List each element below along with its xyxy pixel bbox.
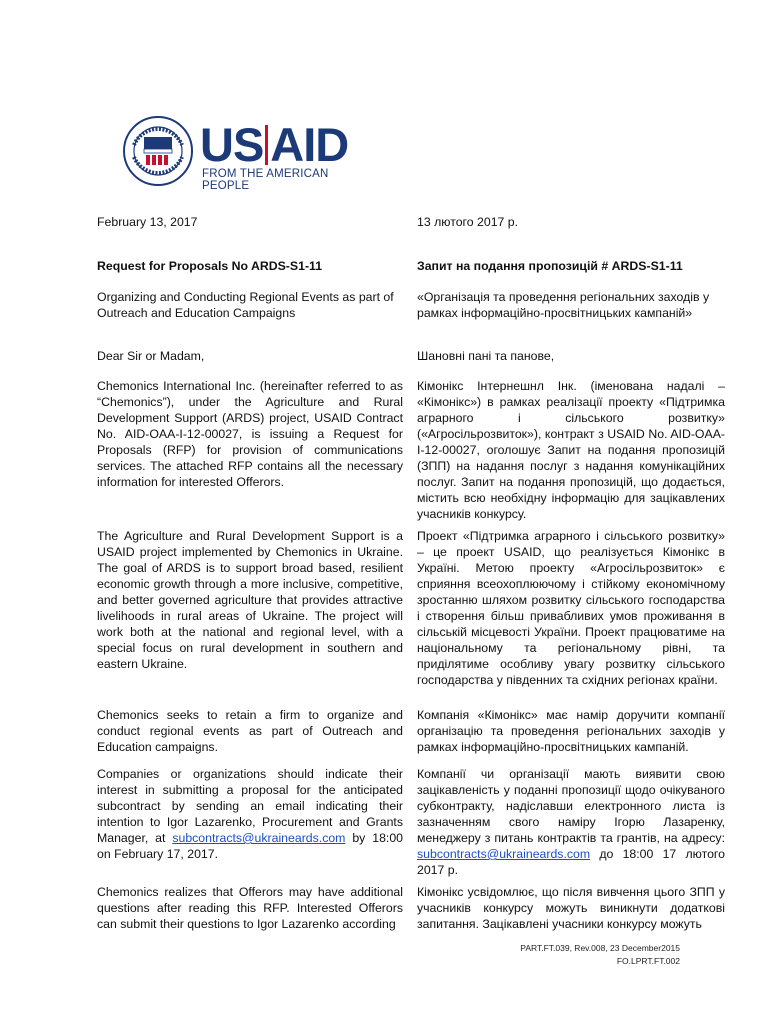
interest-paragraph-row — [97, 766, 725, 878]
questions-paragraph-en: Chemonics realizes that Offerors may have additional questions after reading this RFP. Interested Offerors can submit their questions to Igor Lazarenko according — [97, 885, 403, 931]
seeks-paragraph-ua: Компанія «Кімонікс» має намір доручити компанії організацію та проведення регіональних заходів у рамках інформаційно-просвітницьких кампаній. — [417, 708, 725, 754]
document-footer — [400, 942, 680, 968]
project-paragraph-en: The Agriculture and Rural Development Support is a USAID project implemented by Chemonics in Ukraine. The goal of ARDS is to support broad based, resilient economic growth through a more inclusive, competitive, and better governed agriculture that provides attractive livelihoods in rural areas of Ukraine. The project will work both at the national and regional level, with a special focus on rural development in southern and eastern Ukraine. — [97, 529, 403, 671]
intro-paragraph-ua: Кімонікс Інтернешнл Інк. (іменована надалі – «Кімонікс») в рамках реалізації проекту «Підтримка аграрного і сільського розвитку» («Агросільрозвиток»), контракт з USAID No. AID-OAA-I-12-00027, оголошує Запит на подання пропозицій (ЗПП) на надання послуг з надання комунікаційних послуг. Запит на подання пропозицій, що додається, містить всю необхідну інформацію для зацікавлених учасників конкурсу. — [417, 379, 725, 521]
questions-paragraph-ua: Кімонікс усвідомлює, що після вивчення цього ЗПП у учасників конкурсу можуть виникнути додаткові запитання. Зацікавлені учасники конкурсу можуть — [417, 885, 725, 931]
project-paragraph-row — [97, 528, 725, 688]
date-ua: 13 лютого 2017 р. — [417, 215, 519, 229]
interest-paragraph-ua: Компанії чи організації мають виявити свою зацікавленість у поданні пропозиції щодо очікуваного субконтракту, надіславши електронного листа із зазначенням свого наміру Ігорю Лазаренку, менеджеру з питань контрактів та грантів, на адресу: subcontracts@ukraineards.com до 18:00 17 лютого 2017 р. — [417, 767, 725, 877]
rfp-title-ua: Запит на подання пропозицій # ARDS-S1-11 — [417, 259, 683, 273]
subject-ua: «Організація та проведення регіональних заходів у рамках інформаційно-просвітницьких кампаній» — [417, 290, 710, 320]
footer-form-code: FO.LPRT.FT.002 — [616, 956, 680, 966]
seeks-paragraph-row — [97, 707, 725, 755]
salutation-ua: Шановні пані та панове, — [417, 349, 555, 363]
date-en: February 13, 2017 — [97, 215, 198, 229]
email-link-ua[interactable]: subcontracts@ukraineards.com — [417, 847, 591, 861]
intro-paragraph-en: Chemonics International Inc. (hereinafter referred to as “Chemonics”), under the Agriculture and Rural Development Support (ARDS) project, USAID Contract No. AID-OAA-I-12-00027, is issuing a Request for Proposals (RFP) for provision of communications services. The attached RFP contains all the necessary information for interested Offerors. — [97, 379, 403, 489]
date-row — [97, 214, 725, 230]
seeks-paragraph-en: Chemonics seeks to retain a firm to organize and conduct regional events as part of Outreach and Education campaigns. — [97, 708, 403, 754]
salutation-en: Dear Sir or Madam, — [97, 349, 205, 363]
usaid-logo — [122, 115, 367, 192]
footer-revision: PART.FT.039, Rev.008, 23 December2015 — [520, 943, 680, 953]
interest-paragraph-en: Companies or organizations should indicate their interest in submitting a proposal for the anticipated subcontract by sending an email indicating their intention to Igor Lazarenko, Procurement and Grants Manager, at subcontracts@ukraineards.com by 18:00 on February 17, 2017. — [97, 767, 403, 861]
intro-paragraph-row — [97, 378, 725, 522]
subject-en: Organizing and Conducting Regional Events as part of Outreach and Education Campaigns — [97, 290, 394, 320]
subject-row — [97, 289, 725, 321]
rfp-title-row — [97, 258, 725, 274]
questions-paragraph-row — [97, 884, 725, 932]
rfp-title-en: Request for Proposals No ARDS-S1-11 — [97, 259, 323, 273]
usaid-wordmark: US AID — [200, 118, 349, 171]
usaid-seal-icon — [122, 115, 194, 187]
salutation-row — [97, 348, 725, 364]
usaid-tagline: FROM THE AMERICAN PEOPLE — [202, 168, 329, 192]
project-paragraph-ua: Проект «Підтримка аграрного і сільського розвитку» – це проект USAID, що реалізується Кімонікс в Україні. Метою проекту «Агросільрозвиток» є сприяння всеохоплюючому і стійкому економічному зростанню шляхом розвитку сільського господарства і створення більш привабливих умов проживання в сільській місцевості України. Проект працюватиме на національному та регіональному рівні, та приділятиме особливу увагу розвитку сільського господарства у південних та східних регіонах країни. — [417, 529, 725, 687]
email-link-en[interactable]: subcontracts@ukraineards.com — [172, 831, 346, 845]
